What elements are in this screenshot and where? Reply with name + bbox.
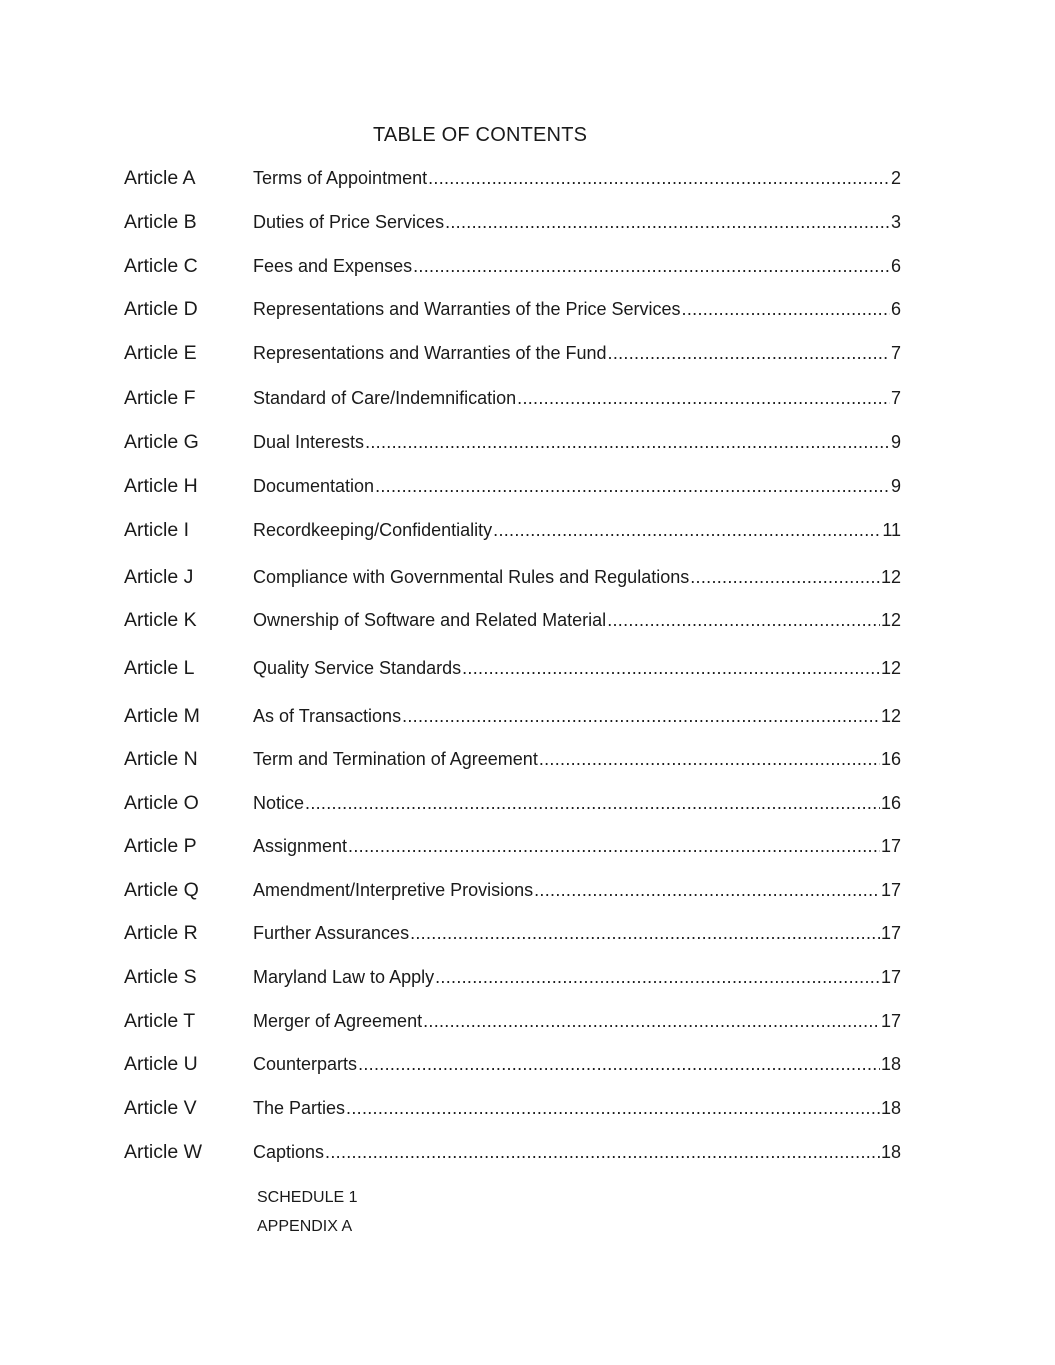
dot-leader [517, 388, 890, 409]
article-label: Article P [124, 835, 197, 857]
article-label: Article W [124, 1141, 202, 1163]
article-label: Article B [124, 211, 197, 233]
page-number: 16 [880, 749, 901, 769]
toc-entry-article-k[interactable] [124, 609, 901, 637]
toc-entry-article-m[interactable] [124, 705, 901, 733]
page-number: 12 [880, 567, 901, 587]
article-title: As of Transactions [253, 706, 402, 726]
toc-entry-article-g[interactable] [124, 431, 901, 459]
toc-entry-article-t[interactable] [124, 1010, 901, 1038]
page-number: 6 [890, 299, 901, 319]
page-number: 3 [890, 212, 901, 232]
article-title: Notice [253, 793, 305, 813]
article-title: Ownership of Software and Related Material [253, 610, 607, 630]
toc-entry-article-c[interactable] [124, 255, 901, 283]
dot-leader [428, 168, 890, 189]
toc-entry-article-i[interactable] [124, 519, 901, 547]
toc-entry-article-d[interactable] [124, 298, 901, 326]
page-number: 2 [890, 168, 901, 188]
article-title: Duties of Price Services [253, 212, 445, 232]
article-label: Article N [124, 748, 198, 770]
page-number: 9 [890, 432, 901, 452]
dot-leader [539, 749, 880, 770]
dot-leader [493, 520, 881, 541]
page-number: 18 [880, 1054, 901, 1074]
page-number: 17 [880, 1011, 901, 1031]
article-title: Standard of Care/Indemnification [253, 388, 517, 408]
article-label: Article K [124, 609, 197, 631]
dot-leader [607, 610, 880, 631]
page-number: 18 [880, 1098, 901, 1118]
dot-leader [423, 1011, 880, 1032]
page-number: 16 [880, 793, 901, 813]
toc-entry-article-a[interactable] [124, 167, 901, 195]
toc-entry-article-u[interactable] [124, 1053, 901, 1081]
dot-leader [346, 1098, 880, 1119]
page-number: 9 [890, 476, 901, 496]
page-number: 12 [880, 658, 901, 678]
page-number: 11 [882, 520, 901, 540]
dot-leader [445, 212, 890, 233]
dot-leader [534, 880, 880, 901]
article-label: Article F [124, 387, 196, 409]
article-label: Article D [124, 298, 198, 320]
page-number: 12 [880, 706, 901, 726]
dot-leader [462, 658, 880, 679]
article-title: Representations and Warranties of the Price Services [253, 299, 681, 319]
page-number: 18 [880, 1142, 901, 1162]
article-label: Article V [124, 1097, 197, 1119]
page-number: 12 [880, 610, 901, 630]
article-label: Article S [124, 966, 197, 988]
page-number: 17 [880, 836, 901, 856]
article-title: Quality Service Standards [253, 658, 462, 678]
dot-leader [305, 793, 880, 814]
toc-entry-article-h[interactable] [124, 475, 901, 503]
article-title: Terms of Appointment [253, 168, 428, 188]
article-title: Further Assurances [253, 923, 410, 943]
article-title: Term and Termination of Agreement [253, 749, 538, 769]
dot-leader [375, 476, 890, 497]
article-label: Article C [124, 255, 198, 277]
article-title: Fees and Expenses [253, 256, 413, 276]
toc-entry-article-w[interactable] [124, 1141, 901, 1169]
article-label: Article T [124, 1010, 196, 1032]
dot-leader [325, 1142, 880, 1163]
article-title: The Parties [253, 1098, 346, 1118]
dot-leader [348, 836, 880, 857]
page-number: 17 [880, 923, 901, 943]
schedule-label: SCHEDULE 1 [257, 1189, 358, 1206]
article-title: Representations and Warranties of the Fund [253, 343, 607, 363]
article-label: Article A [124, 167, 196, 189]
toc-entry-article-e[interactable] [124, 342, 901, 370]
article-title: Merger of Agreement [253, 1011, 423, 1031]
article-label: Article O [124, 792, 199, 814]
dot-leader [365, 432, 890, 453]
toc-entry-article-o[interactable] [124, 792, 901, 820]
toc-entry-article-j[interactable] [124, 566, 901, 594]
dot-leader [435, 967, 880, 988]
appendix-label: APPENDIX A [257, 1218, 353, 1235]
toc-entry-article-p[interactable] [124, 835, 901, 863]
article-label: Article E [124, 342, 197, 364]
article-title: Recordkeeping/Confidentiality [253, 520, 493, 540]
toc-entry-article-s[interactable] [124, 966, 901, 994]
article-title: Counterparts [253, 1054, 358, 1074]
page-title: TABLE OF CONTENTS [373, 124, 588, 146]
article-label: Article I [124, 519, 190, 541]
article-title: Captions [253, 1142, 325, 1162]
article-label: Article U [124, 1053, 198, 1075]
toc-entry-article-r[interactable] [124, 922, 901, 950]
dot-leader [358, 1054, 880, 1075]
dot-leader [690, 567, 880, 588]
toc-entry-article-v[interactable] [124, 1097, 901, 1125]
dot-leader [682, 299, 890, 320]
dot-leader [608, 343, 890, 364]
toc-entry-article-f[interactable] [124, 387, 901, 415]
toc-entry-article-n[interactable] [124, 748, 901, 776]
article-label: Article L [124, 657, 195, 679]
article-label: Article Q [124, 879, 199, 901]
page-number: 7 [890, 343, 901, 363]
article-title: Amendment/Interpretive Provisions [253, 880, 534, 900]
article-label: Article J [124, 566, 194, 588]
article-title: Dual Interests [253, 432, 365, 452]
article-title: Maryland Law to Apply [253, 967, 435, 987]
dot-leader [402, 706, 880, 727]
page-number: 6 [890, 256, 901, 276]
dot-leader [413, 256, 890, 277]
article-title: Compliance with Governmental Rules and Regulations [253, 567, 690, 587]
article-label: Article M [124, 705, 200, 727]
article-label: Article H [124, 475, 198, 497]
article-title: Documentation [253, 476, 375, 496]
page-number: 17 [880, 880, 901, 900]
dot-leader [410, 923, 880, 944]
toc-entry-article-b[interactable] [124, 211, 901, 239]
page-number: 17 [880, 967, 901, 987]
article-title: Assignment [253, 836, 348, 856]
toc-entry-article-q[interactable] [124, 879, 901, 907]
article-label: Article R [124, 922, 198, 944]
toc-entry-article-l[interactable] [124, 657, 901, 685]
article-label: Article G [124, 431, 199, 453]
page-number: 7 [890, 388, 901, 408]
